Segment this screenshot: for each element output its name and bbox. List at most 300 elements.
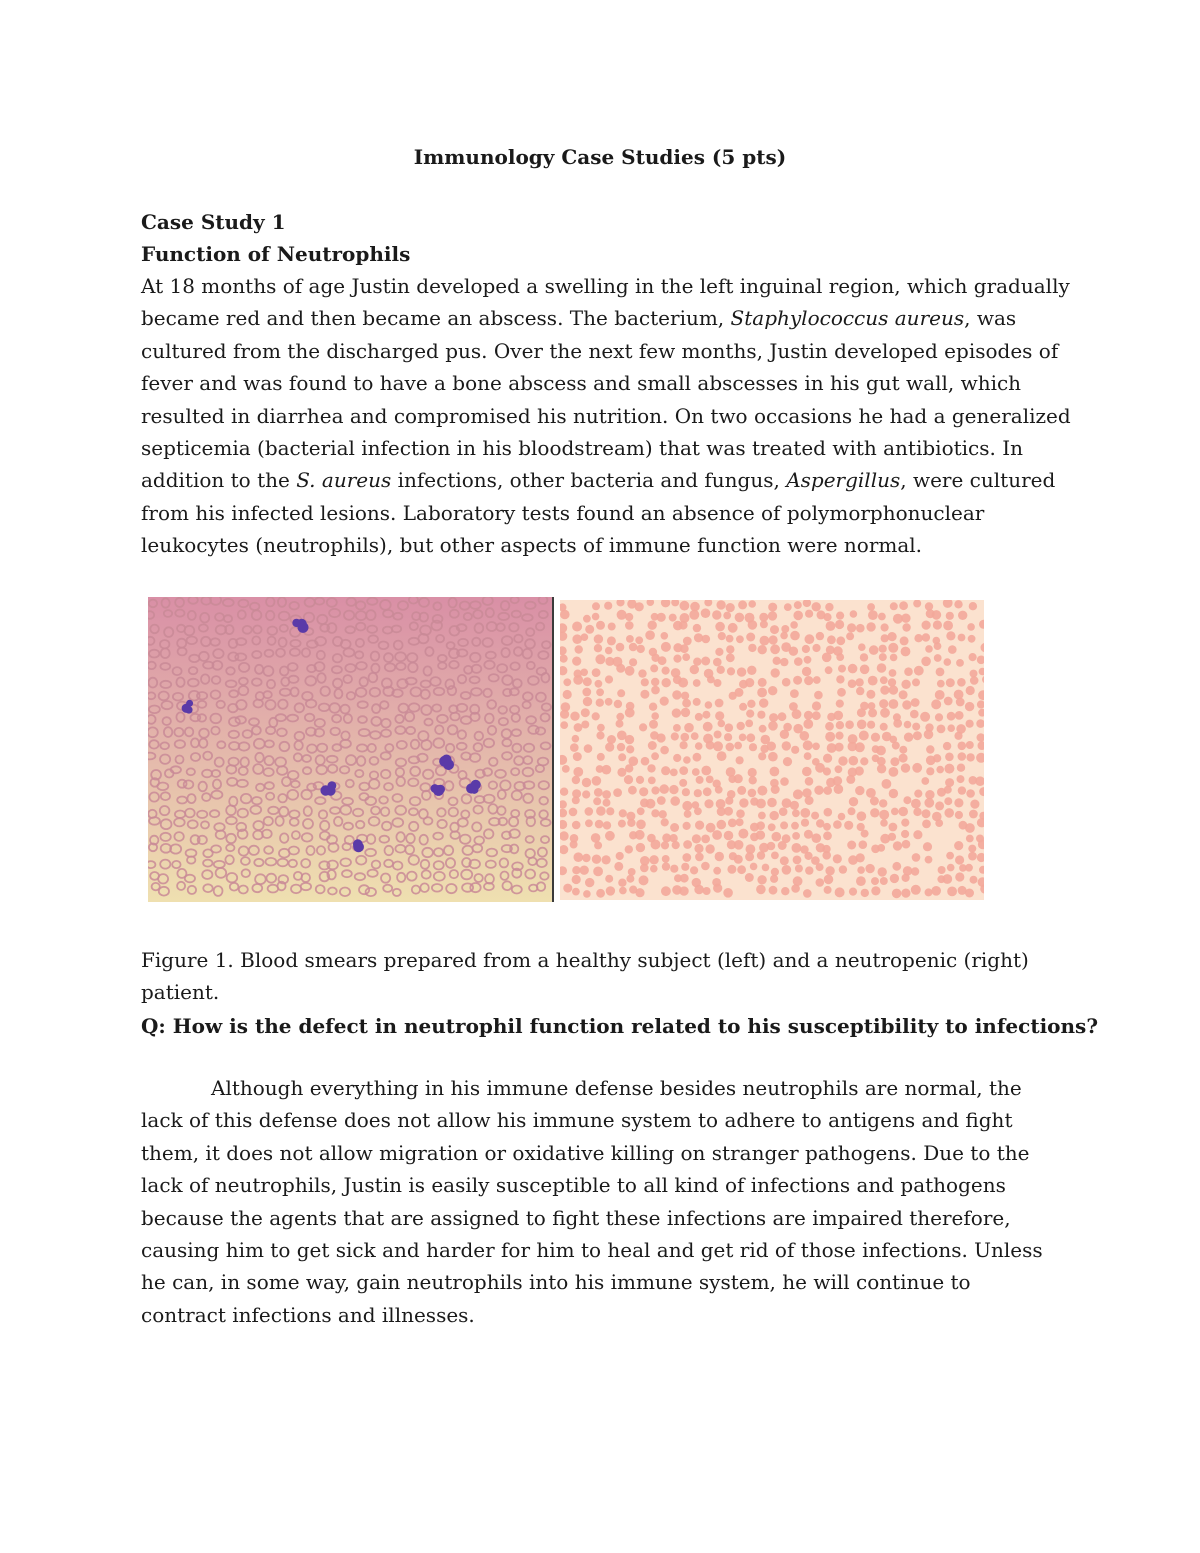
red-blood-cell — [803, 740, 813, 750]
red-blood-cell — [636, 776, 644, 784]
red-blood-cell — [931, 699, 941, 709]
red-blood-cell — [669, 614, 677, 622]
species-name: Staphylococcus aureus — [730, 306, 965, 331]
red-blood-cell — [715, 852, 724, 861]
red-blood-cell — [681, 863, 689, 871]
red-blood-cell — [968, 635, 976, 643]
red-blood-cell — [856, 853, 865, 862]
red-blood-cell — [681, 733, 690, 742]
red-blood-cell — [888, 632, 897, 641]
question-text: Q: How is the defect in neutrophil function related to his susceptibility to infections? — [141, 1014, 1099, 1038]
red-blood-cell — [836, 700, 844, 708]
red-blood-cell — [715, 711, 724, 720]
red-blood-cell — [803, 719, 813, 729]
red-blood-cell — [925, 856, 933, 864]
red-blood-cell — [596, 889, 605, 898]
red-blood-cell — [781, 625, 789, 633]
red-blood-cell — [585, 625, 594, 634]
red-blood-cell — [935, 690, 945, 700]
red-blood-cell — [605, 647, 613, 655]
red-blood-cell — [592, 712, 600, 720]
red-blood-cell — [877, 844, 885, 852]
red-blood-cell — [935, 819, 943, 827]
red-blood-cell — [836, 675, 844, 683]
red-blood-cell — [958, 742, 967, 751]
red-blood-cell — [945, 753, 954, 762]
red-blood-cell — [572, 735, 580, 743]
red-blood-cell — [713, 867, 721, 875]
red-blood-cell — [706, 776, 714, 784]
red-blood-cell — [793, 789, 803, 799]
red-blood-cell — [625, 764, 633, 772]
red-blood-cell — [605, 875, 613, 883]
red-blood-cell — [585, 807, 594, 816]
red-blood-cell — [682, 853, 691, 862]
red-blood-cell — [901, 680, 910, 689]
red-blood-cell — [790, 621, 798, 629]
red-blood-cell — [958, 752, 967, 761]
red-blood-cell — [651, 809, 659, 817]
red-blood-cell — [745, 720, 753, 728]
red-blood-cell — [671, 732, 679, 740]
red-blood-cell — [617, 768, 626, 777]
red-blood-cell — [726, 603, 735, 612]
red-blood-cell — [893, 719, 902, 728]
red-blood-cell — [858, 643, 866, 651]
red-blood-cell — [563, 884, 572, 893]
red-blood-cell — [948, 645, 957, 654]
red-blood-cell — [661, 818, 669, 826]
red-blood-cell — [748, 789, 757, 798]
red-blood-cell — [563, 678, 571, 686]
red-blood-cell — [572, 888, 580, 896]
red-blood-cell — [768, 752, 778, 762]
red-blood-cell — [946, 612, 954, 620]
red-blood-cell — [823, 613, 831, 621]
red-blood-cell — [670, 865, 678, 873]
red-blood-cell — [734, 774, 743, 783]
red-blood-cell — [780, 632, 788, 640]
red-blood-cell — [583, 615, 591, 623]
red-blood-cell — [560, 721, 568, 729]
red-blood-cell — [857, 720, 867, 730]
red-blood-cell — [635, 888, 644, 897]
red-blood-cell — [768, 603, 777, 612]
red-blood-cell — [692, 834, 701, 843]
red-blood-cell — [756, 821, 765, 830]
red-blood-cell — [891, 808, 899, 816]
red-blood-cell — [958, 634, 966, 642]
red-blood-cell — [701, 657, 710, 666]
red-blood-cell — [933, 754, 941, 762]
red-blood-cell — [739, 798, 748, 807]
red-blood-cell — [672, 708, 681, 717]
red-blood-cell — [737, 722, 745, 730]
red-blood-cell — [780, 730, 789, 739]
red-blood-cell — [650, 664, 658, 672]
species-name: S. aureus — [296, 468, 392, 493]
red-blood-cell — [618, 753, 626, 761]
red-blood-cell — [715, 699, 724, 708]
red-blood-cell — [636, 843, 645, 852]
red-blood-cell — [737, 786, 746, 795]
red-blood-cell — [848, 679, 857, 688]
red-blood-cell — [614, 862, 623, 871]
red-blood-cell — [871, 877, 879, 885]
red-blood-cell — [758, 678, 767, 687]
red-blood-cell — [899, 690, 908, 699]
red-blood-cell — [683, 822, 691, 830]
red-blood-cell — [970, 876, 978, 884]
red-blood-cell — [637, 807, 645, 815]
red-blood-cell — [626, 875, 634, 883]
red-blood-cell — [838, 665, 846, 673]
red-blood-cell — [813, 676, 821, 684]
red-blood-cell — [782, 865, 792, 875]
red-blood-cell — [877, 663, 887, 673]
red-blood-cell — [626, 745, 634, 753]
red-blood-cell — [593, 797, 601, 805]
red-blood-cell — [651, 712, 659, 720]
red-blood-cell — [690, 665, 699, 674]
red-blood-cell — [758, 645, 767, 654]
red-blood-cell — [938, 866, 946, 874]
red-blood-cell — [635, 830, 645, 840]
red-blood-cell — [734, 742, 742, 750]
red-blood-cell — [956, 698, 965, 707]
red-blood-cell — [717, 820, 727, 830]
red-blood-cell — [625, 613, 633, 621]
red-blood-cell — [746, 633, 755, 642]
red-blood-cell — [614, 700, 622, 708]
red-blood-cell — [805, 796, 814, 805]
red-blood-cell — [957, 678, 966, 687]
figure-1 — [148, 597, 984, 903]
red-blood-cell — [966, 753, 974, 761]
red-blood-cell — [880, 676, 888, 684]
document-title: Immunology Case Studies (5 pts) — [413, 145, 787, 169]
red-blood-cell — [879, 810, 889, 820]
red-blood-cell — [846, 632, 854, 640]
red-blood-cell — [791, 822, 799, 830]
red-blood-cell — [767, 798, 777, 808]
red-blood-cell — [649, 855, 658, 864]
red-blood-cell — [662, 862, 670, 870]
red-blood-cell — [936, 766, 944, 774]
red-blood-cell — [914, 666, 924, 676]
red-blood-cell — [628, 786, 637, 795]
red-blood-cell — [970, 800, 979, 809]
red-blood-cell — [769, 713, 778, 722]
red-blood-cell — [800, 808, 810, 818]
red-blood-cell — [597, 724, 605, 732]
red-blood-cell — [944, 808, 954, 818]
red-blood-cell — [750, 863, 758, 871]
paragraph-text: At 18 months of age Justin developed a swelling in the left inguinal region, which gradually became red and then became an abscess. The bacterium, — [141, 274, 1070, 331]
red-blood-cell — [748, 644, 756, 652]
red-blood-cell — [804, 676, 813, 685]
red-blood-cell — [661, 632, 669, 640]
red-blood-cell — [814, 691, 823, 700]
paragraph-text: infections, other bacteria and fungus, — [391, 468, 787, 493]
red-blood-cell — [835, 620, 844, 629]
red-blood-cell — [718, 720, 726, 728]
red-blood-cell — [582, 778, 591, 787]
red-blood-cell — [657, 733, 666, 742]
red-blood-cell — [946, 852, 954, 860]
red-blood-cell — [888, 678, 896, 686]
red-blood-cell — [760, 636, 770, 646]
red-blood-cell — [935, 713, 943, 721]
red-blood-cell — [900, 636, 909, 645]
red-blood-cell — [847, 623, 856, 632]
red-blood-cell — [778, 841, 787, 850]
red-blood-cell — [572, 875, 581, 884]
red-blood-cell — [968, 845, 976, 853]
red-blood-cell — [804, 711, 813, 720]
red-blood-cell — [572, 657, 581, 666]
red-blood-cell — [592, 776, 602, 786]
red-blood-cell — [825, 732, 835, 742]
red-blood-cell — [735, 613, 745, 623]
red-blood-cell — [902, 700, 911, 709]
red-blood-cell — [749, 743, 757, 751]
red-blood-cell — [833, 854, 842, 863]
red-blood-cell — [649, 703, 657, 711]
red-blood-cell — [613, 788, 622, 797]
red-blood-cell — [902, 623, 910, 631]
red-blood-cell — [596, 688, 604, 696]
red-blood-cell — [580, 669, 588, 677]
red-blood-cell — [714, 679, 722, 687]
red-blood-cell — [585, 819, 593, 827]
red-blood-cell — [648, 777, 656, 785]
red-blood-cell — [770, 767, 780, 777]
red-blood-cell — [736, 635, 744, 643]
red-blood-cell — [670, 823, 679, 832]
red-blood-cell — [572, 634, 582, 644]
red-blood-cell — [782, 678, 791, 687]
red-blood-cell — [691, 732, 699, 740]
red-blood-cell — [682, 699, 691, 708]
red-blood-cell — [658, 656, 667, 665]
red-blood-cell — [659, 810, 667, 818]
red-blood-cell — [608, 623, 616, 631]
red-blood-cell — [816, 632, 824, 640]
red-blood-cell — [912, 678, 920, 686]
red-blood-cell — [701, 608, 711, 618]
red-blood-cell — [839, 865, 847, 873]
red-blood-cell — [672, 690, 681, 699]
red-blood-cell — [795, 865, 803, 873]
red-blood-cell — [768, 823, 776, 831]
red-blood-cell — [679, 886, 688, 895]
red-blood-cell — [646, 799, 656, 809]
red-blood-cell — [572, 866, 580, 874]
red-blood-cell — [693, 658, 701, 666]
red-blood-cell — [680, 601, 690, 611]
red-blood-cell — [968, 852, 977, 861]
red-blood-cell — [695, 821, 704, 830]
red-blood-cell — [569, 808, 578, 817]
red-blood-cell — [736, 756, 744, 764]
red-blood-cell — [860, 757, 868, 765]
red-blood-cell — [890, 602, 898, 610]
red-blood-cell — [892, 889, 902, 899]
red-blood-cell — [625, 735, 634, 744]
red-blood-cell — [651, 786, 659, 794]
red-blood-cell — [689, 610, 699, 620]
red-blood-cell — [969, 602, 977, 610]
red-blood-cell — [911, 799, 921, 809]
red-blood-cell — [679, 621, 688, 630]
red-blood-cell — [713, 741, 723, 751]
red-blood-cell — [680, 874, 689, 883]
red-blood-cell — [772, 832, 782, 842]
red-blood-cell — [679, 766, 688, 775]
red-blood-cell — [878, 613, 886, 621]
red-blood-cell — [597, 753, 605, 761]
red-blood-cell — [762, 864, 770, 872]
red-blood-cell — [970, 676, 979, 685]
red-blood-cell — [901, 889, 910, 898]
red-blood-cell — [834, 711, 844, 721]
red-blood-cell — [562, 765, 570, 773]
red-blood-cell — [619, 809, 627, 817]
red-blood-cell — [638, 669, 646, 677]
red-blood-cell — [889, 669, 897, 677]
red-blood-cell — [923, 842, 932, 851]
red-blood-cell — [937, 680, 945, 688]
red-blood-cell — [739, 703, 747, 711]
red-blood-cell — [725, 797, 733, 805]
red-blood-cell — [849, 797, 858, 806]
red-blood-cell — [724, 733, 732, 741]
red-blood-cell — [727, 667, 735, 675]
red-blood-cell — [824, 886, 832, 894]
red-blood-cell — [936, 668, 945, 677]
red-blood-cell — [771, 668, 780, 677]
red-blood-cell — [738, 600, 747, 609]
red-blood-cell — [639, 723, 647, 731]
red-blood-cell — [695, 713, 703, 721]
red-blood-cell — [850, 610, 858, 618]
red-blood-cell — [596, 731, 604, 739]
red-blood-cell — [572, 796, 580, 804]
red-blood-cell — [596, 621, 605, 630]
red-blood-cell — [914, 634, 922, 642]
red-blood-cell — [836, 653, 844, 661]
red-blood-cell — [822, 653, 832, 663]
red-blood-cell — [859, 731, 869, 741]
red-blood-cell — [849, 888, 857, 896]
red-blood-cell — [879, 799, 887, 807]
red-blood-cell — [902, 840, 911, 849]
red-blood-cell — [913, 830, 922, 839]
red-blood-cell — [955, 872, 964, 881]
red-blood-cell — [816, 863, 824, 871]
red-blood-cell — [649, 720, 658, 729]
red-blood-cell — [606, 886, 615, 895]
red-blood-cell — [739, 734, 747, 742]
red-blood-cell — [683, 756, 691, 764]
red-blood-cell — [768, 611, 777, 620]
red-blood-cell — [748, 600, 756, 608]
red-blood-cell — [635, 636, 643, 644]
red-blood-cell — [805, 866, 813, 874]
red-blood-cell — [661, 841, 669, 849]
red-blood-cell — [866, 622, 875, 631]
red-blood-cell — [680, 644, 689, 653]
red-blood-cell — [592, 668, 601, 677]
red-blood-cell — [954, 600, 962, 608]
red-blood-cell — [746, 710, 754, 718]
red-blood-cell — [594, 634, 603, 643]
red-blood-cell — [823, 786, 832, 795]
red-blood-cell — [845, 720, 854, 729]
red-blood-cell — [681, 708, 690, 717]
red-blood-cell — [836, 612, 844, 620]
red-blood-cell — [913, 731, 922, 740]
red-blood-cell — [878, 867, 887, 876]
red-blood-cell — [582, 688, 591, 697]
red-blood-cell — [804, 752, 812, 760]
red-blood-cell — [791, 746, 799, 754]
red-blood-cell — [824, 875, 834, 885]
red-blood-cell — [572, 622, 582, 632]
red-blood-cell — [757, 786, 767, 796]
red-blood-cell — [825, 722, 834, 731]
red-blood-cell — [595, 654, 605, 664]
red-blood-cell — [879, 645, 887, 653]
red-blood-cell — [782, 741, 791, 750]
red-blood-cell — [926, 745, 934, 753]
red-blood-cell — [639, 787, 648, 796]
red-blood-cell — [769, 886, 778, 895]
red-blood-cell — [657, 796, 666, 805]
red-blood-cell — [705, 844, 714, 853]
red-blood-cell — [769, 635, 778, 644]
red-blood-cell — [669, 785, 678, 794]
red-blood-cell — [758, 752, 766, 760]
red-blood-cell — [682, 788, 690, 796]
red-blood-cell — [912, 853, 921, 862]
red-blood-cell — [901, 819, 909, 827]
red-blood-cell — [899, 601, 908, 610]
red-blood-cell — [595, 680, 603, 688]
red-blood-cell — [726, 635, 734, 643]
red-blood-cell — [781, 887, 789, 895]
red-blood-cell — [616, 720, 624, 728]
red-blood-cell — [904, 667, 913, 676]
red-blood-cell — [954, 841, 963, 850]
red-blood-cell — [898, 807, 908, 817]
red-blood-cell — [861, 830, 869, 838]
red-blood-cell — [790, 689, 799, 698]
red-blood-cell — [661, 642, 671, 652]
red-blood-cell — [946, 678, 955, 687]
red-blood-cell — [870, 797, 879, 806]
red-blood-cell — [913, 808, 921, 816]
red-blood-cell — [692, 768, 700, 776]
red-blood-cell — [647, 764, 655, 772]
red-blood-cell — [660, 697, 669, 706]
red-blood-cell — [804, 830, 813, 839]
red-blood-cell — [965, 889, 974, 898]
red-blood-cell — [673, 724, 681, 732]
red-blood-cell — [782, 798, 792, 808]
red-blood-cell — [727, 865, 736, 874]
